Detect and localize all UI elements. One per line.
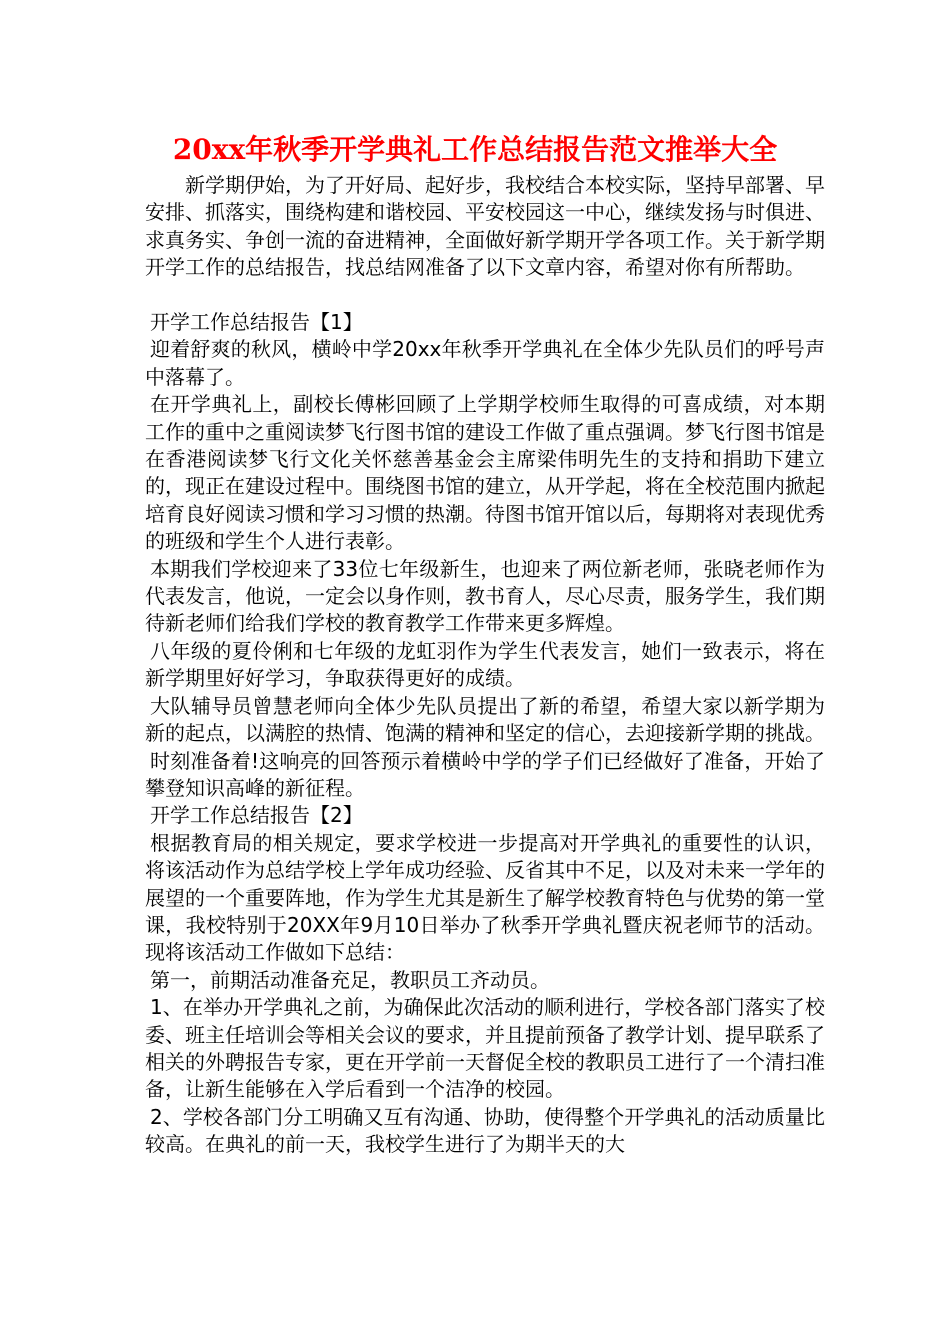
paragraph: 时刻准备着!这响亮的回答预示着横岭中学的学子们已经做好了准备，开始了攀登知识高峰的新征程。 <box>145 748 825 800</box>
paragraph: 2、学校各部门分工明确又互有沟通、协助，使得整个开学典礼的活动质量比较高。在典礼的前一天，我校学生进行了为期半天的大 <box>145 1104 825 1157</box>
intro-paragraph: 新学期伊始，为了开好局、起好步，我校结合本校实际，坚持早部署、早安排、抓落实，围绕构建和谐校园、平安校园这一中心，继续发扬与时俱进、求真务实、争创一流的奋进精神，全面做好新学期开学各项工作。关于新学期开学工作的总结报告，找总结网准备了以下文章内容，希望对你有所帮助。 <box>145 173 825 280</box>
paragraph: 本期我们学校迎来了33位七年级新生，也迎来了两位新老师，张晓老师作为代表发言，他说，一定会以身作则，教书育人，尽心尽责，服务学生，我们期待新老师们给我们学校的教育教学工作带来更多辉煌。 <box>145 556 825 636</box>
section-heading-2: 开学工作总结报告【2】 <box>150 803 363 828</box>
paragraph: 1、在举办开学典礼之前，为确保此次活动的顺利进行，学校各部门落实了校委、班主任培训会等相关会议的要求，并且提前预备了教学计划、提早联系了相关的外聘报告专家，更在开学前一天督促全校的教职员工进行了一个清扫准备，让新生能够在入学后看到一个洁净的校园。 <box>145 995 825 1102</box>
paragraph-spacer <box>145 282 825 309</box>
document-body <box>145 172 825 1159</box>
paragraph: 迎着舒爽的秋风，横岭中学20xx年秋季开学典礼在全体少先队员们的呼号声中落幕了。 <box>145 337 825 389</box>
paragraph: 根据教育局的相关规定，要求学校进一步提高对开学典礼的重要性的认识，将该活动作为总结学校上学年成功经验、反省其中不足，以及对未来一学年的展望的一个重要阵地，作为学生尤其是新生了解学校教育特色与优势的第一堂课，我校特别于20XX年9月10日举办了秋季开学典礼暨庆祝老师节的活动。现将该活动工作做如下总结： <box>145 830 825 965</box>
paragraph: 在开学典礼上，副校长傅彬回顾了上学期学校师生取得的可喜成绩，对本期工作的重中之重阅读梦飞行图书馆的建设工作做了重点强调。梦飞行图书馆是在香港阅读梦飞行文化关怀慈善基金会主席梁伟明先生的支持和捐助下建立的，现正在建设过程中。围绕图书馆的建立，从开学起，将在全校范围内掀起培育良好阅读习惯和学习习惯的热潮。待图书馆开馆以后，每期将对表现优秀的班级和学生个人进行表彰。 <box>145 392 825 554</box>
document-title: 20xx年秋季开学典礼工作总结报告范文推举大全 <box>172 133 778 166</box>
section-heading-1: 开学工作总结报告【1】 <box>150 310 363 335</box>
paragraph: 八年级的夏伶俐和七年级的龙虹羽作为学生代表发言，她们一致表示，将在新学期里好好学习，争取获得更好的成绩。 <box>145 638 825 691</box>
paragraph: 第一，前期活动准备充足，教职员工齐动员。 <box>150 967 550 992</box>
paragraph: 大队辅导员曾慧老师向全体少先队员提出了新的希望，希望大家以新学期为新的起点，以满腔的热情、饱满的精神和坚定的信心，去迎接新学期的挑战。 <box>145 693 825 746</box>
